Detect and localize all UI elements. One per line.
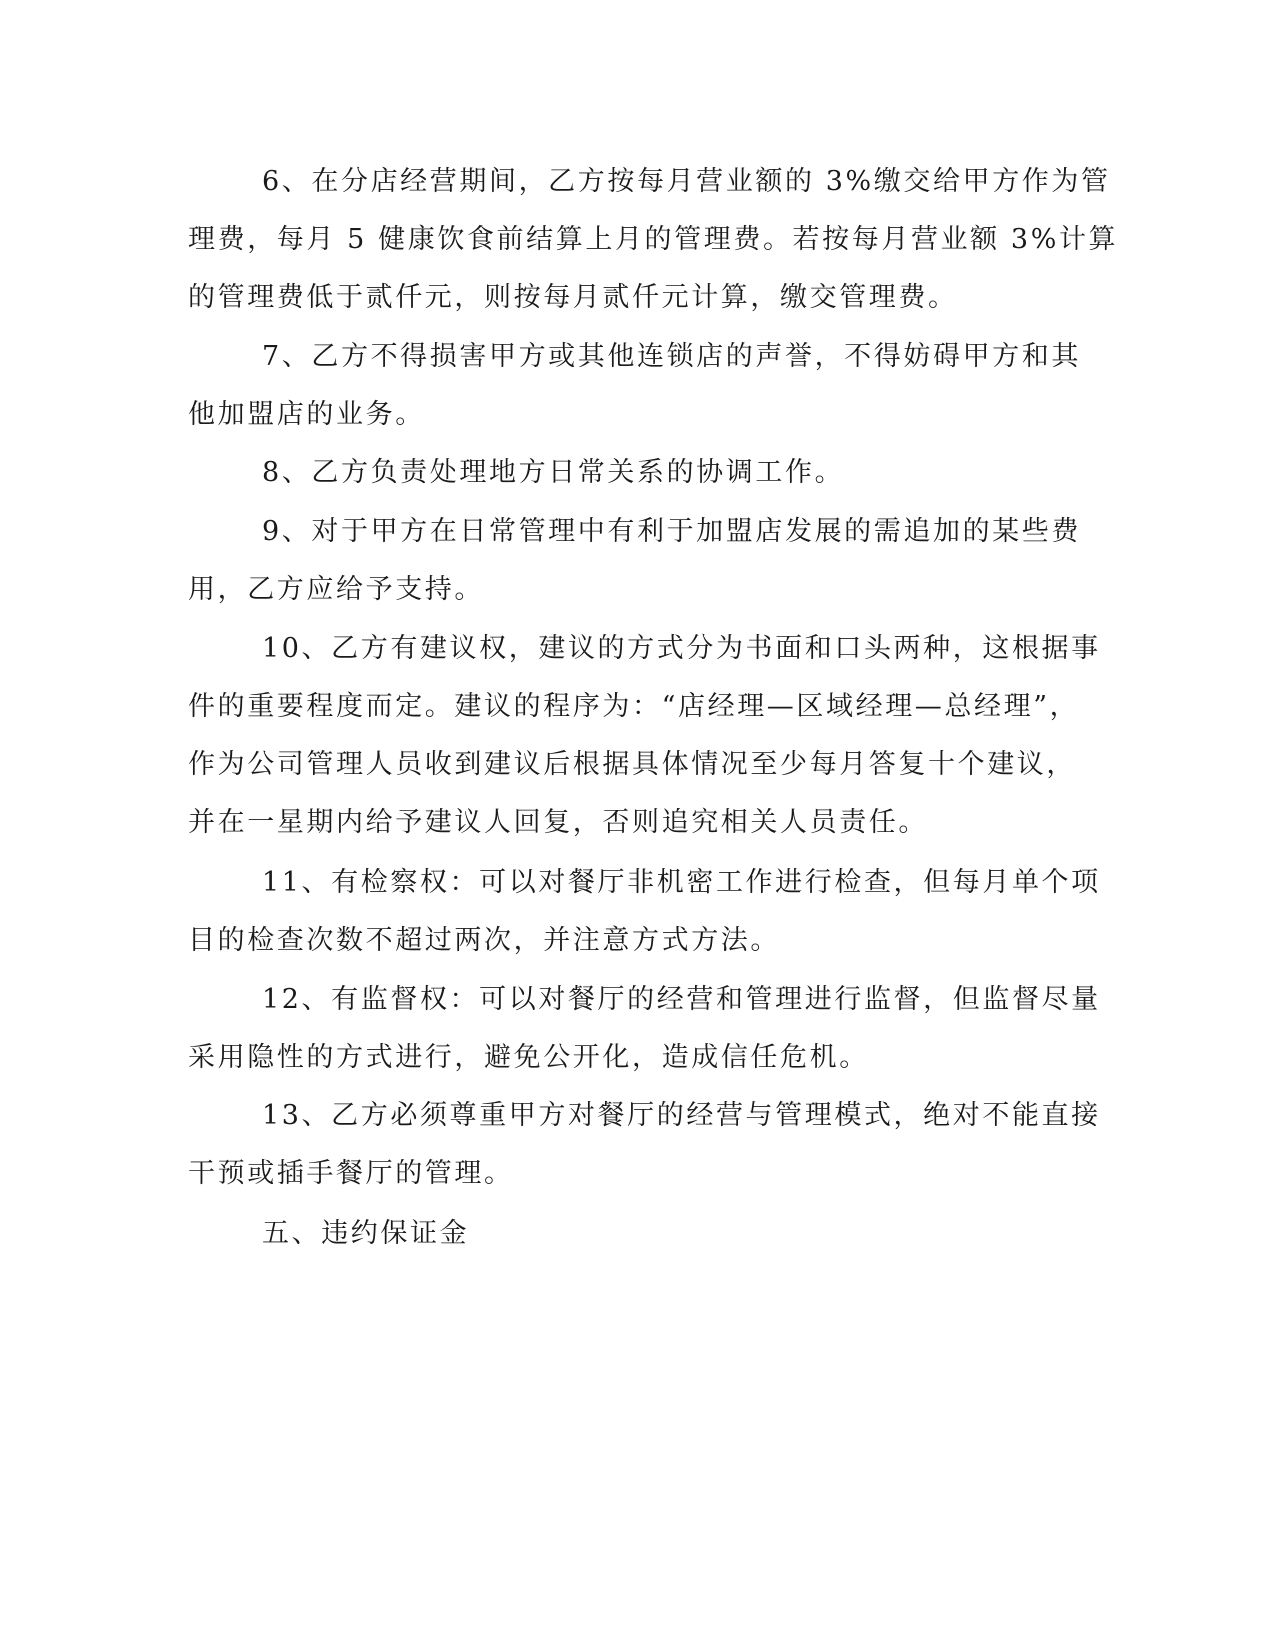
paragraph-6-line-2: 理费，每月 5 健康饮食前结算上月的管理费。若按每月营业额 3%计算 [188,224,1119,255]
paragraph-6-line-1: 6、在分店经营期间，乙方按每月营业额的 3%缴交给甲方作为管 [262,166,1111,197]
paragraph-7-line-1: 7、乙方不得损害甲方或其他连锁店的声誉，不得妨碍甲方和其 [262,341,1081,372]
paragraph-11-line-1: 11、有检察权：可以对餐厅非机密工作进行检查，但每月单个项 [262,867,1101,898]
paragraph-8-line-1: 8、乙方负责处理地方日常关系的协调工作。 [262,457,845,488]
paragraph-10-line-2: 件的重要程度而定。建议的程序为：“店经理—区域经理—总经理”， [188,691,1080,722]
paragraph-9-line-2: 用，乙方应给予支持。 [188,574,484,605]
paragraph-10-line-3: 作为公司管理人员收到建议后根据具体情况至少每月答复十个建议， [188,749,1076,780]
paragraph-12-line-1: 12、有监督权：可以对餐厅的经营和管理进行监督，但监督尽量 [262,984,1101,1015]
paragraph-12-line-2: 采用隐性的方式进行，避免公开化，造成信任危机。 [188,1042,869,1073]
paragraph-10-line-4: 并在一星期内给予建议人回复，否则追究相关人员责任。 [188,807,928,838]
section-heading-5: 五、违约保证金 [262,1218,470,1249]
paragraph-10-line-1: 10、乙方有建议权，建议的方式分为书面和口头两种，这根据事 [262,633,1101,664]
paragraph-9-line-1: 9、对于甲方在日常管理中有利于加盟店发展的需追加的某些费 [262,516,1081,547]
paragraph-11-line-2: 目的检查次数不超过两次，并注意方式方法。 [188,925,780,956]
paragraph-6-line-3: 的管理费低于贰仟元，则按每月贰仟元计算，缴交管理费。 [188,282,958,313]
paragraph-13-line-1: 13、乙方必须尊重甲方对餐厅的经营与管理模式，绝对不能直接 [262,1100,1101,1131]
paragraph-7-line-2: 他加盟店的业务。 [188,399,425,430]
paragraph-13-line-2: 干预或插手餐厅的管理。 [188,1158,514,1189]
